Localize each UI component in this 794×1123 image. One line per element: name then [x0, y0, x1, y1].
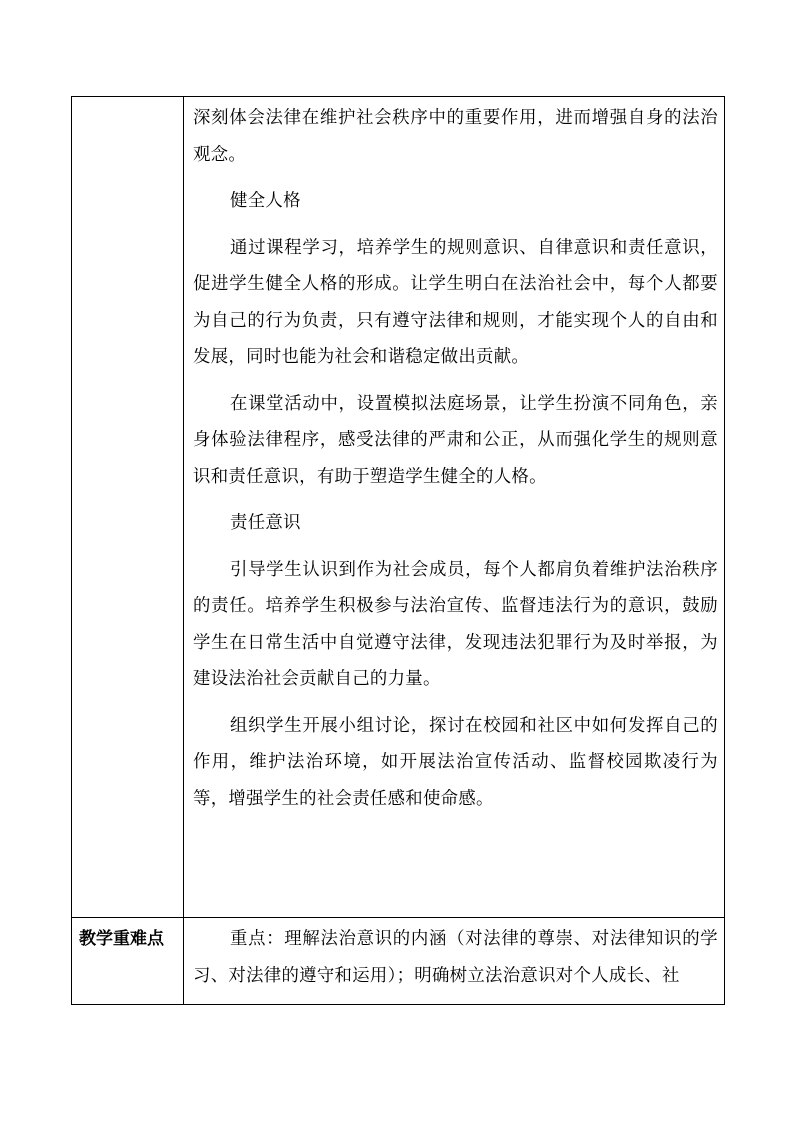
table-row-key-difficulties	[72, 918, 725, 1005]
paragraph-personality-goals: 通过课程学习，培养学生的规则意识、自律意识和责任意识，促进学生健全人格的形成。让学生明白在法治社会中，每个人都要为自己的行为负责，只有遵守法律和规则，才能实现个人的自由和发展，同时也能为社会和谐稳定做出贡献。	[193, 237, 718, 367]
paragraph-mock-court: 在课堂活动中，设置模拟法庭场景，让学生扮演不同角色，亲身体验法律程序，感受法律的严肃和公正，从而强化学生的规则意识和责任意识，有助于塑造学生健全的人格。	[193, 393, 718, 487]
row-content-cell	[184, 97, 725, 918]
row-label-key-difficulties: 教学重难点	[79, 929, 164, 949]
lesson-plan-table	[71, 96, 725, 1005]
row-label	[72, 97, 183, 100]
row-content-cell	[184, 918, 725, 1005]
row-label-cell	[72, 918, 184, 1005]
paragraph-key-points: 重点：理解法治意识的内涵（对法律的尊崇、对法律知识的学习、对法律的遵守和运用）；明确树立法治意识对个人成长、社	[193, 929, 718, 986]
subheading-responsibility: 责任意识	[230, 513, 301, 533]
row-label-cell	[72, 97, 184, 918]
paragraph-intro-continuation: 深刻体会法律在维护社会秩序中的重要作用，进而增强自身的法治观念。	[193, 108, 718, 165]
paragraph-responsibility-goals: 引导学生认识到作为社会成员，每个人都肩负着维护法治秩序的责任。培养学生积极参与法治宣传、监督违法行为的意识，鼓励学生在日常生活中自觉遵守法律，发现违法犯罪行为及时举报，为建设法治社会贡献自己的力量。	[193, 559, 718, 689]
table-row-objectives	[72, 97, 725, 918]
subheading-healthy-personality: 健全人格	[230, 191, 301, 211]
paragraph-group-discussion: 组织学生开展小组讨论，探讨在校园和社区中如何发挥自己的作用，维护法治环境，如开展法治宣传活动、监督校园欺凌行为等，增强学生的社会责任感和使命感。	[193, 715, 718, 809]
